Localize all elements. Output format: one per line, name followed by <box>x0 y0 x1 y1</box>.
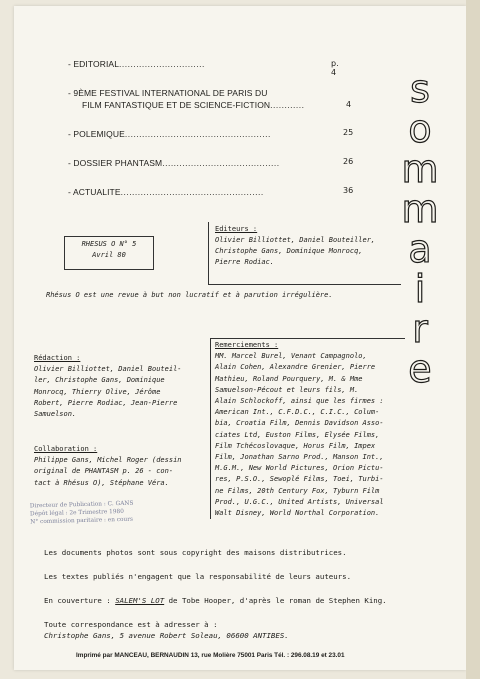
thanks-line: Samuelson-Pécout et leurs fils, M. <box>215 385 359 394</box>
issue-box <box>64 236 154 270</box>
editors-heading: Editeurs : <box>215 225 258 233</box>
toc-page-actualite: 36 <box>343 186 354 195</box>
printer-footer: Imprimé par MANCEAU, BERNAUDIN 13, rue Molière 75001 Paris Tél. : 296.08.19 et 23.01 <box>76 652 345 659</box>
tagline: Rhésus O est une revue à but non lucratif et à parution irrégulière. <box>46 291 333 299</box>
thanks-line: Film Tchécoslovaque, Horus Film, Impex <box>215 441 376 450</box>
collaboration-heading: Collaboration : <box>34 445 98 453</box>
copyright-note: Les documents photos sont sous copyright des maisons distributrices. <box>44 548 347 557</box>
collaboration-line: original de PHANTASM p. 26 - con- <box>34 467 174 476</box>
thanks-line: bia, Croatia Film, Dennis Davidson Asso- <box>215 419 384 428</box>
redaction-heading: Rédaction : <box>34 354 81 362</box>
cover-credit: En couverture : SALEM'S LOT de Tobe Hooper, d'après le roman de Stephen King. <box>44 596 387 605</box>
sommaire-letter: m <box>401 147 439 191</box>
thanks-section <box>210 338 405 519</box>
toc-item-editorial[interactable]: - EDITORIAL.............................. <box>68 59 205 69</box>
editors-line: Pierre Rodiac. <box>215 258 275 266</box>
thanks-line: ciates Ltd, Euston Films, Elysée Films, <box>215 430 380 439</box>
stamp-line: Directeur de Publication : C. GANS <box>29 500 134 510</box>
redaction-line: Olivier Billiottet, Daniel Bouteil- <box>34 365 182 374</box>
thanks-line: Film, Jonathan Sarno Prod., Manson Int., <box>215 453 384 462</box>
thanks-line: Mathieu, Roland Pourquery, M. & Mme <box>215 374 363 383</box>
thanks-line: American Int., C.F.D.C., C.I.C., Colum- <box>215 408 380 417</box>
sommaire-letter: m <box>401 187 439 231</box>
address-intro: Toute correspondance est à adresser à : <box>44 620 218 629</box>
editors-line: Christophe Gans, Dominique Monrocq, <box>215 247 363 255</box>
stamp-line: Dépôt légal : 2e Trimestre 1980 <box>29 508 124 518</box>
sommaire-letter: e <box>408 347 432 391</box>
redaction-section <box>34 353 206 420</box>
sommaire-letter: i <box>414 267 426 311</box>
responsibility-note: Les textes publiés n'engagent que la responsabilité de leurs auteurs. <box>44 572 352 581</box>
issue-number: RHESUS O N° 5 <box>81 240 137 248</box>
thanks-line: MM. Marcel Burel, Venant Campagnolo, <box>215 352 367 361</box>
sommaire-letter: r <box>412 307 428 351</box>
redaction-line: Robert, Pierre Rodiac, Jean-Pierre <box>34 398 178 407</box>
sommaire-heading <box>400 67 440 391</box>
sommaire-letter: a <box>408 227 432 271</box>
toc-item-polemique[interactable]: - POLEMIQUE................................................... <box>68 129 271 139</box>
collaboration-line: Philippe Gans, Michel Roger (dessin <box>34 456 182 465</box>
editors-box <box>208 222 401 285</box>
toc-item-festival[interactable]: - 9ÈME FESTIVAL INTERNATIONAL DE PARIS DU <box>68 88 268 98</box>
stamp-line: N° commission paritaire : en cours <box>30 516 134 526</box>
thanks-line: M.G.M., New World Pictures, Orion Pictu- <box>215 464 384 473</box>
address-line: Christophe Gans, 5 avenue Robert Soleau, 06600 ANTIBES. <box>44 631 289 640</box>
thanks-line: Alain Schlockoff, ainsi que les firmes : <box>215 397 384 406</box>
toc-page-phantasm: 26 <box>343 157 354 166</box>
toc-item-phantasm[interactable]: - DOSSIER PHANTASM......................................... <box>68 158 280 168</box>
collaboration-line: tact à Rhésus O), Stéphane Véra. <box>34 478 169 487</box>
thanks-line: Prod., U.G.C., United Artists, Universal <box>215 497 384 506</box>
redaction-line: ler, Christophe Gans, Dominique <box>34 376 165 385</box>
toc-page-editorial: p. 4 <box>331 59 339 77</box>
sommaire-letter: s <box>410 67 430 111</box>
thanks-line: ne Films, 20th Century Fox, Tyburn Film <box>215 486 380 495</box>
editors-line: Olivier Billiottet, Daniel Bouteiller, <box>215 236 376 244</box>
page-edge <box>466 0 480 679</box>
thanks-line: Walt Disney, World Northal Corporation. <box>215 509 380 518</box>
publication-stamp <box>30 498 211 527</box>
cover-title: SALEM'S LOT <box>115 596 165 605</box>
thanks-line: Alain Cohen, Alexandre Grenier, Pierre <box>215 363 376 372</box>
toc-item-festival-line2[interactable]: FILM FANTASTIQUE ET DE SCIENCE-FICTION............ <box>82 100 305 110</box>
thanks-line: res, P.S.O., Sewoplé Films, Toei, Turbi- <box>215 475 384 484</box>
issue-date: Avril 80 <box>92 251 126 259</box>
redaction-line: Monrocq, Thierry Olive, Jérôme <box>34 387 161 396</box>
sommaire-letter: o <box>408 107 432 151</box>
toc-item-actualite[interactable]: - ACTUALITE.................................................. <box>68 187 264 197</box>
redaction-line: Samuelson. <box>34 410 77 419</box>
toc-page-festival: 4 <box>346 100 352 109</box>
toc-page-polemique: 25 <box>343 128 354 137</box>
collaboration-section <box>34 444 212 489</box>
thanks-heading: Remerciements : <box>215 341 279 349</box>
